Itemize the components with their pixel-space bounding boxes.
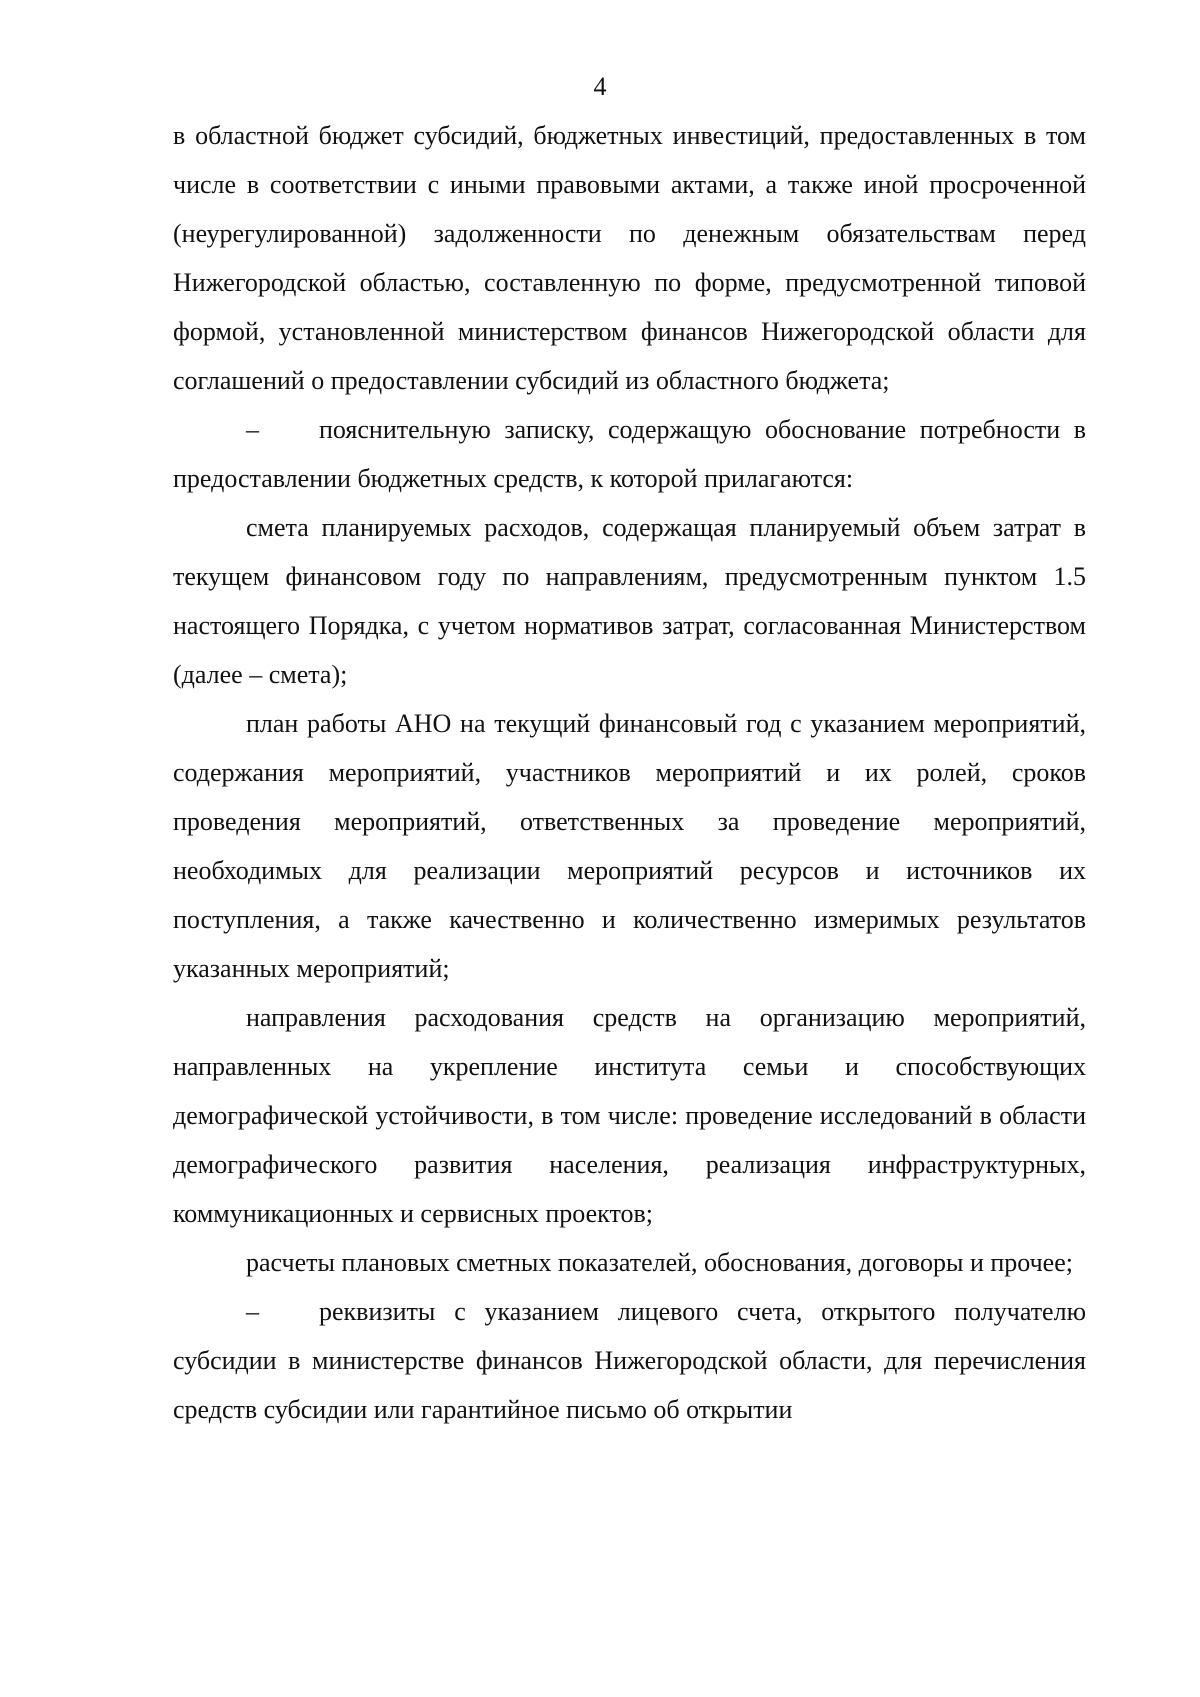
dash-bullet: –	[246, 1297, 259, 1326]
page-number: 4	[593, 72, 607, 101]
paragraph-6: расчеты плановых сметных показателей, обоснования, договоры и прочее;	[246, 1248, 1073, 1277]
paragraph-2-list-item	[173, 405, 1086, 503]
paragraph-1: в областной бюджет субсидий, бюджетных инвестиций, предоставленных в том числе в соответствии с иными правовыми актами, а также иной просроченной (неурегулированной) задолженности по денежным обязательствам перед Нижегородской областью, составленную по форме, предусмотренной типовой формой, установленной министерством финансов Нижегородской области для соглашений о предоставлении субсидий из областного бюджета;	[173, 121, 1086, 395]
paragraph-2-text: пояснительную записку, содержащую обоснование потребности в предоставлении бюджетных средств, к которой прилагаются:	[173, 415, 1086, 493]
paragraph-3: смета планируемых расходов, содержащая планируемый объем затрат в текущем финансовом году по направлениям, предусмотренным пунктом 1.5 настоящего Порядка, с учетом нормативов затрат, согласованная Министерством (далее – смета);	[173, 513, 1086, 689]
paragraph-7-list-item	[173, 1287, 1086, 1434]
paragraph-4: план работы АНО на текущий финансовый год с указанием мероприятий, содержания мероприятий, участников мероприятий и их ролей, сроков проведения мероприятий, ответственных за проведение мероприятий, необходимых для реализации мероприятий ресурсов и источников их поступления, а также качественно и количественно измеримых результатов указанных мероприятий;	[173, 709, 1086, 983]
paragraph-7-text: реквизиты с указанием лицевого счета, открытого получателю субсидии в министерстве финансов Нижегородской области, для перечисления средств субсидии или гарантийное письмо об открытии	[173, 1297, 1086, 1424]
paragraph-5: направления расходования средств на организацию мероприятий, направленных на укрепление института семьи и способствующих демографической устойчивости, в том числе: проведение исследований в области демографического развития населения, реализация инфраструктурных, коммуникационных и сервисных проектов;	[173, 1003, 1086, 1228]
dash-bullet: –	[246, 415, 259, 444]
document-body	[173, 111, 1086, 1434]
